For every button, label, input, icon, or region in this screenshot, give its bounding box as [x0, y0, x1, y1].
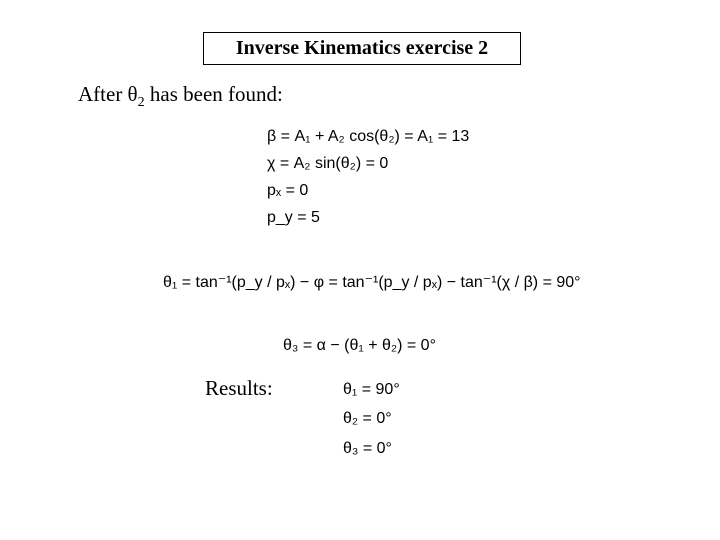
equation-theta1: θ₁ = tan⁻¹(p_y / pₓ) − φ = tan⁻¹(p_y / pₓ) − tan⁻¹(χ / β) = 90° — [163, 274, 581, 291]
equation-py: p_y = 5 — [267, 209, 320, 226]
result-theta1: θ₁ = 90° — [343, 381, 400, 398]
intro-prefix: After θ — [78, 82, 138, 106]
equation-beta: β = A₁ + A₂ cos(θ₂) = A₁ = 13 — [267, 128, 470, 145]
equation-chi: χ = A₂ sin(θ₂) = 0 — [267, 155, 389, 172]
result-theta2: θ₂ = 0° — [343, 410, 392, 427]
result-theta3: θ₃ = 0° — [343, 440, 392, 457]
intro-subscript: 2 — [137, 95, 145, 111]
slide-title: Inverse Kinematics exercise 2 — [203, 32, 521, 65]
equation-px: pₓ = 0 — [267, 182, 309, 199]
intro-text — [78, 82, 283, 111]
equation-theta3: θ₃ = α − (θ₁ + θ₂) = 0° — [283, 337, 436, 354]
intro-suffix: has been found: — [144, 82, 283, 106]
results-label: Results: — [205, 376, 273, 400]
